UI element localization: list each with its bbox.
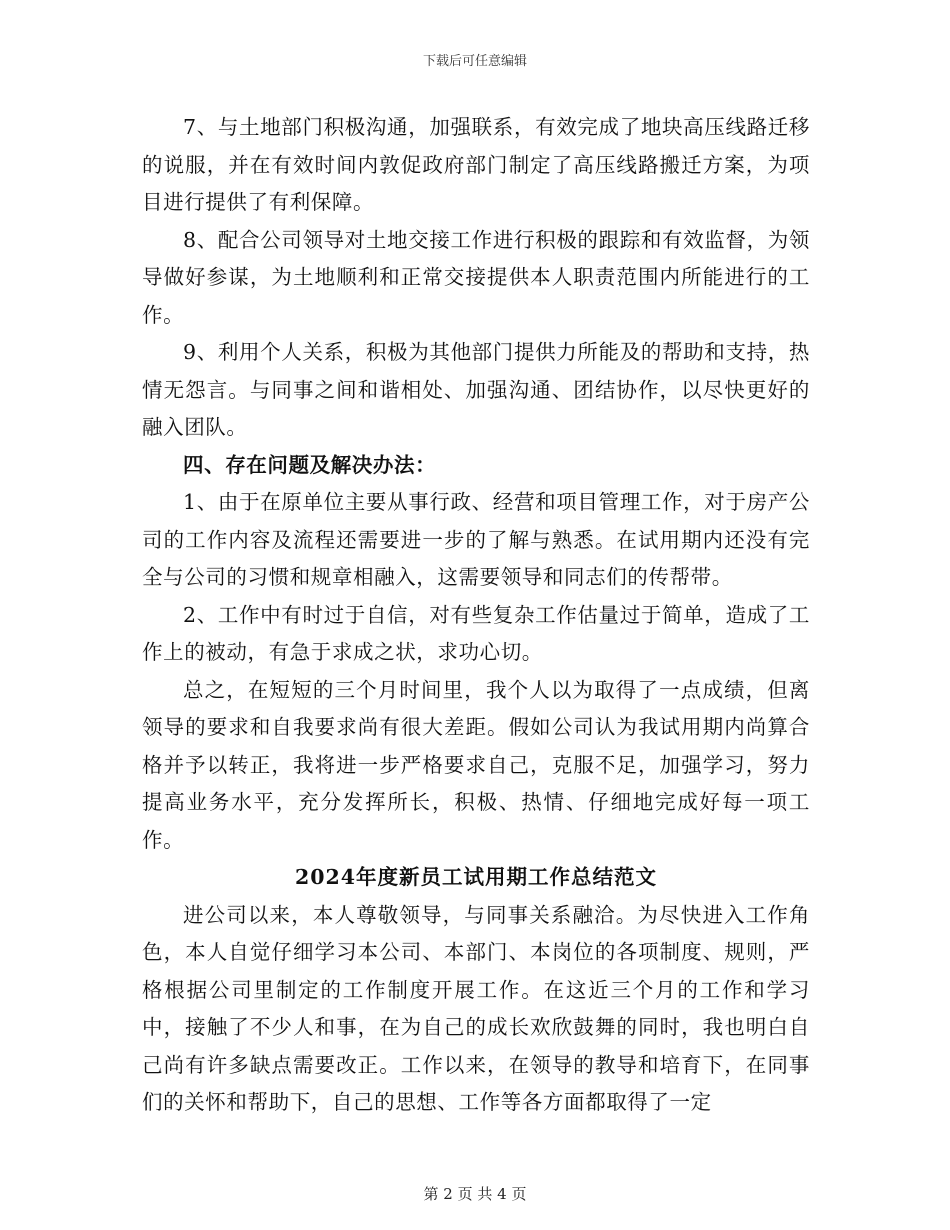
page-header: 下载后可任意编辑 <box>422 54 527 69</box>
conclusion-paragraph: 总之，在短短的三个月时间里，我个人以为取得了一点成绩，但离领导的要求和自我要求尚有很大差距。假如公司认为我试用期内尚算合格并予以转正，我将进一步严格要求自己，克服不足，加强学习，努力提高业务水平，充分发挥所长，积极、热情、仔细地完成好每一项工作。 <box>142 677 810 852</box>
problem-item-1: 1、由于在原单位主要从事行政、经营和项目管理工作，对于房产公司的工作内容及流程还需要进一步的了解与熟悉。在试用期内还没有完全与公司的习惯和规章相融入，这需要领导和同志们的传帮带。 <box>142 490 810 589</box>
paragraph-item-7: 7、与土地部门积极沟通，加强联系，有效完成了地块高压线路迁移的说服，并在有效时间内敦促政府部门制定了高压线路搬迁方案，为项目进行提供了有利保障。 <box>142 115 810 214</box>
article-intro-paragraph: 进公司以来，本人尊敬领导，与同事关系融洽。为尽快进入工作角色，本人自觉仔细学习本公司、本部门、本岗位的各项制度、规则，严格根据公司里制定的工作制度开展工作。在这近三个月的工作和学习中，接触了不少人和事，在为自己的成长欢欣鼓舞的同时，我也明白自己尚有许多缺点需要改正。工作以来，在领导的教导和培育下，在同事们的关怀和帮助下，自己的思想、工作等各方面都取得了一定 <box>142 902 810 1114</box>
document-body <box>142 109 810 1122</box>
paragraph-item-8: 8、配合公司领导对土地交接工作进行积极的跟踪和有效监督，为领导做好参谋，为土地顺利和正常交接提供本人职责范围内所能进行的工作。 <box>142 227 810 327</box>
problem-item-2: 2、工作中有时过于自信，对有些复杂工作估量过于简单，造成了工作上的被动，有急于求成之状，求功心切。 <box>142 602 810 664</box>
page-number: 第 2 页 共 4 页 <box>423 1185 527 1203</box>
section-heading: 四、存在问题及解决办法： <box>183 452 437 477</box>
paragraph-item-9: 9、利用个人关系，积极为其他部门提供力所能及的帮助和支持，热情无怨言。与同事之间和谐相处、加强沟通、团结协作，以尽快更好的融入团队。 <box>142 340 810 439</box>
article-title: 2024年度新员工试用期工作总结范文 <box>294 865 658 889</box>
